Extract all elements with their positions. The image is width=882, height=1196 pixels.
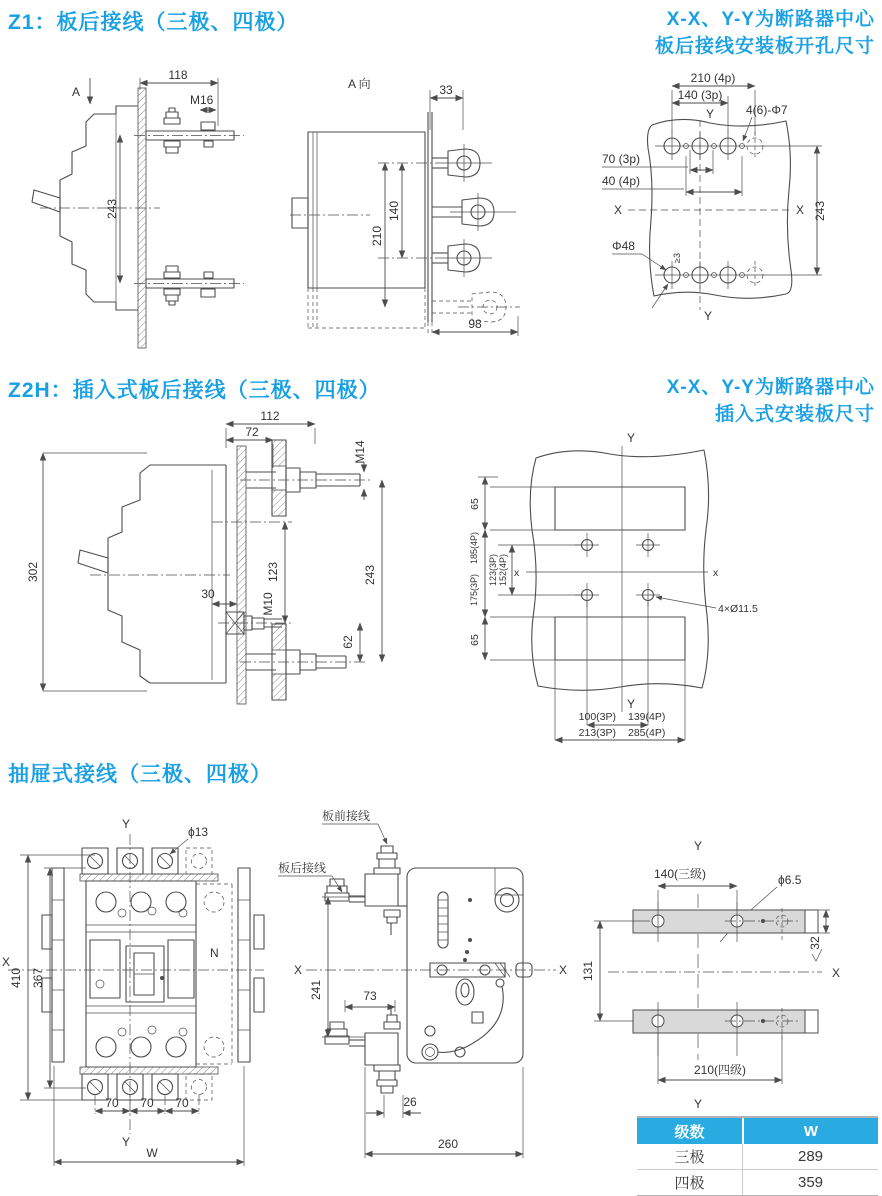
side-rails <box>42 868 264 1062</box>
busbar-plate-drawing <box>580 830 882 1120</box>
section1-note-line2: 板后接线安装板开孔尺寸 <box>654 36 875 57</box>
table-header-w: W <box>803 1122 819 1140</box>
side-body-details <box>422 892 532 1060</box>
side-x-left-label: X <box>294 963 303 977</box>
dim-140-3pole-label: 140(三级) <box>653 867 707 881</box>
dim-72-label: 72 <box>245 425 259 439</box>
dim-70-3p-label: 70 (3p) <box>602 152 641 166</box>
gap-ge3-label: ≥3 <box>672 253 682 263</box>
dim-65-bottom-label: 65 <box>469 634 481 646</box>
dim-152-4p-label: 152(4P) <box>498 553 508 587</box>
plugin-holes-label: 4×Ø11.5 <box>718 603 758 615</box>
table-cell-poles: 四极 <box>637 1170 743 1195</box>
dim-m16-label: M16 <box>190 93 214 107</box>
dim-213-3p-label: 213(3P) <box>578 727 616 739</box>
plugin-y-bottom-label: Y <box>627 697 636 711</box>
side-x-right-label: X <box>559 963 568 977</box>
z1-a-view-drawing <box>290 70 590 350</box>
dim-32-label: 32 <box>808 936 822 950</box>
front-x-label: X <box>2 955 11 969</box>
pole-width-table <box>637 1116 878 1196</box>
plugin-x-left-label: x <box>514 567 520 579</box>
bars-x-label: X <box>832 966 841 980</box>
dim-185-4p-label: 185(4P) <box>469 531 479 565</box>
breaker-face-details <box>86 892 196 1057</box>
dim-302-label: 302 <box>26 561 40 583</box>
table-header-poles: 级数 <box>637 1118 744 1144</box>
drawer-front-view-drawing <box>0 810 270 1196</box>
plate-x-left-label: X <box>614 203 623 217</box>
dim-210-label: 210 <box>370 225 384 247</box>
dim-118-label: 118 <box>168 68 188 82</box>
dim-367-label: 367 <box>31 967 45 989</box>
phi65-label: ϕ6.5 <box>778 873 802 887</box>
rear-wiring-label: 板后接线 <box>278 861 327 875</box>
table-row <box>637 1144 878 1169</box>
phi13-label: ϕ13 <box>188 825 209 839</box>
top-terminal-pads <box>82 848 212 874</box>
dim-73-label: 73 <box>363 989 377 1003</box>
section3-title: 抽屉式接线（三极、四极） <box>8 763 272 786</box>
dim-70c-label: 70 <box>175 1096 189 1110</box>
dim-243-z2h-label: 243 <box>363 564 377 586</box>
dim-285-4p-label: 285(4P) <box>628 727 666 739</box>
dim-140-label: 140 <box>387 200 401 222</box>
bars-y-top-label: Y <box>694 839 703 853</box>
table-cell-w: 359 <box>797 1174 824 1191</box>
section2-note-line1: X-X、Y-Y为断路器中心 <box>666 377 875 398</box>
plugin-y-top-label: Y <box>627 431 636 445</box>
front-y-top-label: Y <box>122 817 131 831</box>
dim-70a-label: 70 <box>105 1096 119 1110</box>
z1-drilling-plate-drawing <box>600 70 882 360</box>
front-wiring-label: 板前接线 <box>322 809 371 823</box>
dim-241-label: 241 <box>309 979 323 1001</box>
dim-33-label: 33 <box>439 83 453 97</box>
dim-123-label: 123 <box>266 561 280 583</box>
n-pole-label: N <box>210 946 219 960</box>
plate-y-bottom-label: Y <box>704 309 713 323</box>
z1-side-view-drawing <box>20 58 290 358</box>
dim-40-4p-label: 40 (4p) <box>602 174 641 188</box>
plugin-x-right-label: x <box>713 567 719 579</box>
dim-175-3p-label: 175(3P) <box>469 573 479 607</box>
holes-4-6-phi7-label: 4(6)-Φ7 <box>746 103 788 117</box>
dim-243-label: 243 <box>105 198 119 220</box>
dim-65-top-label: 65 <box>469 498 481 510</box>
section1-note <box>575 6 875 60</box>
dim-98-label: 98 <box>468 317 482 331</box>
drawer-side-view-drawing <box>270 800 570 1196</box>
dim-30-label: 30 <box>201 587 215 601</box>
dim-26-label: 26 <box>403 1095 417 1109</box>
dim-410-label: 410 <box>9 967 23 989</box>
dim-139-4p-label: 139(4P) <box>628 711 666 723</box>
plugin-mount-holes <box>575 533 660 607</box>
dim-w-label: W <box>146 1146 158 1160</box>
plate-x-right-label: X <box>796 203 805 217</box>
plate-y-top-label: Y <box>706 107 715 121</box>
dim-100-3p-label: 100(3P) <box>578 711 616 723</box>
section2-title: Z2H：插入式板后接线（三极、四极） <box>8 379 381 402</box>
dim-70b-label: 70 <box>140 1096 154 1110</box>
section2-note-line2: 插入式安装板尺寸 <box>714 404 875 425</box>
dim-243-plate-label: 243 <box>813 200 827 222</box>
table-row <box>637 1169 878 1195</box>
bars-y-bottom-label: Y <box>694 1097 703 1111</box>
dim-260-label: 260 <box>437 1137 459 1151</box>
dim-112-label: 112 <box>260 409 280 423</box>
table-cell-w: 289 <box>797 1148 824 1165</box>
dim-131-label: 131 <box>581 960 595 982</box>
table-header-row <box>637 1118 878 1144</box>
dim-62-label: 62 <box>341 635 355 649</box>
dim-m14-label: M14 <box>353 440 367 464</box>
section1-title: Z1：板后接线（三极、四极） <box>8 11 299 34</box>
dim-210-4pole-label: 210(四级) <box>693 1063 747 1077</box>
view-arrow-a-label: A <box>72 85 81 99</box>
plug-in-plate-drawing <box>450 420 882 750</box>
a-view-label: A 向 <box>348 77 371 91</box>
front-y-bottom-label: Y <box>122 1135 131 1149</box>
dim-210-4p-label: 210 (4p) <box>690 71 736 85</box>
phi48-label: Φ48 <box>612 239 635 253</box>
dim-123-3p-label: 123(3P) <box>488 553 498 587</box>
dim-140-3p-label: 140 (3p) <box>677 88 723 102</box>
section1-note-line1: X-X、Y-Y为断路器中心 <box>666 9 875 30</box>
dim-m10-label: M10 <box>261 592 275 616</box>
z2h-side-view-drawing <box>26 409 390 720</box>
table-cell-poles: 三极 <box>637 1144 743 1169</box>
